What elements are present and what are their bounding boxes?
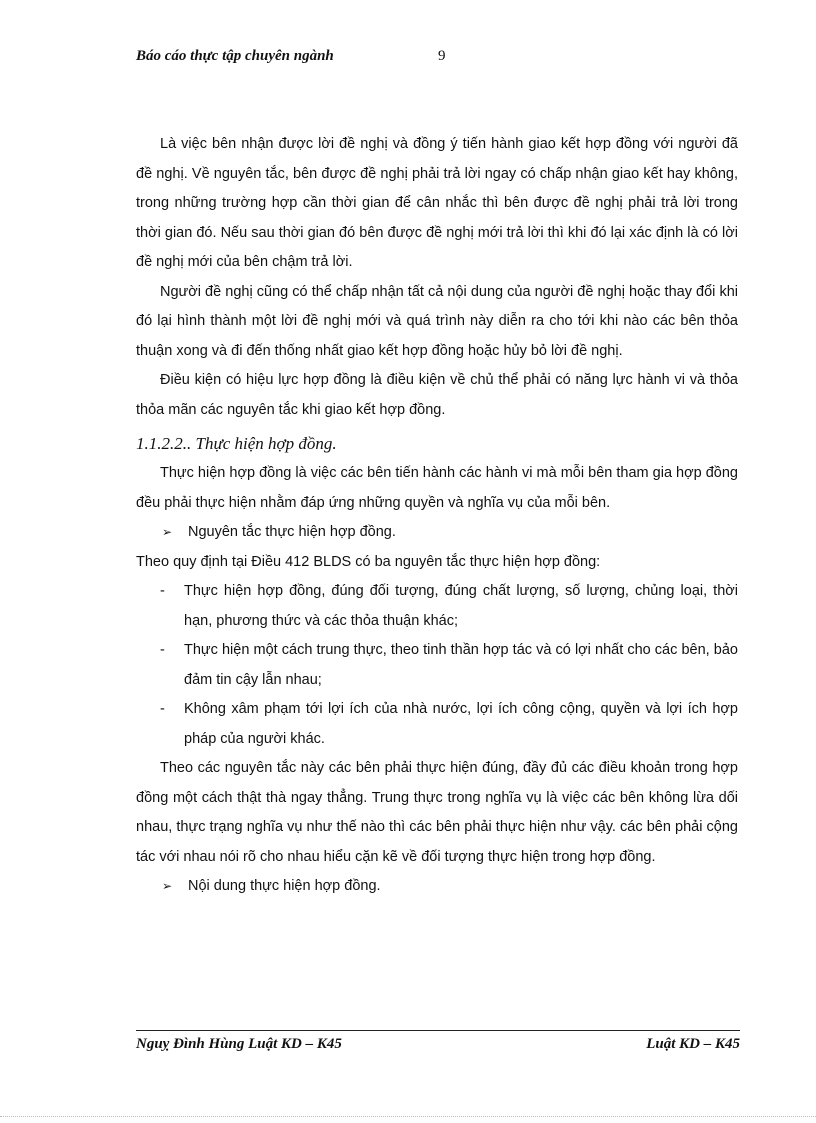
footer-divider (136, 1030, 740, 1031)
footer-author: Nguỵ Đình Hùng Luật KD – K45 (136, 1036, 342, 1052)
paragraph: Thực hiện hợp đồng là việc các bên tiến hành các hành vi mà mỗi bên tham gia hợp đồng đều phải thực hiện nhằm đáp ứng những quyền và nghĩa vụ của mỗi bên. (136, 465, 738, 511)
bullet-text: Nguyên tắc thực hiện hợp đồng. (188, 524, 396, 540)
report-title: Báo cáo thực tập chuyên ngành (136, 48, 334, 64)
page-bottom-border (0, 1116, 816, 1117)
paragraph: Là việc bên nhận được lời đề nghị và đồng ý tiến hành giao kết hợp đồng với người đã đề nghị. Về nguyên tắc, bên được đề nghị phải trả lời ngay có chấp nhận giao kết hay không, trong những trường hợp cần thời gian để cân nhắc thì bên được đề nghị phải trả lời trong thời gian đó. Nếu sau thời gian đó bên được đề nghị mới trả lời thì khi đó lại xác định là có lời đề nghị mới của bên chậm trả lời. (136, 136, 738, 270)
section-heading: 1.1.2.2.. Thực hiện hợp đồng. (136, 434, 337, 453)
dash-list-item (136, 636, 738, 695)
arrow-bullet-item (136, 518, 738, 548)
bullet-text: Nội dung thực hiện hợp đồng. (188, 878, 381, 894)
arrow-bullet-item (136, 872, 738, 902)
list-item-text: Không xâm phạm tới lợi ích của nhà nước, lợi ích công cộng, quyền và lợi ích hợp pháp của người khác. (184, 701, 738, 747)
paragraph: Theo quy định tại Điều 412 BLDS có ba nguyên tắc thực hiện hợp đồng: (136, 553, 601, 570)
footer-class: Luật KD – K45 (646, 1036, 740, 1052)
dash-bullet: - (160, 642, 165, 658)
dash-bullet: - (160, 583, 165, 599)
arrow-bullet-icon: ➢ (162, 525, 173, 539)
dash-list-item (136, 577, 738, 636)
paragraph: Người đề nghị cũng có thể chấp nhận tất cả nội dung của người đề nghị hoặc thay đổi khi đó lại hình thành một lời đề nghị mới và quá trình này diễn ra cho tới khi nào các bên thỏa thuận xong và đi đến thống nhất giao kết hợp đồng hoặc hủy bỏ lời đề nghị. (136, 283, 738, 359)
page-number: 9 (438, 48, 446, 64)
paragraph: Điều kiện có hiệu lực hợp đồng là điều kiện về chủ thể phải có năng lực hành vi và thỏa thỏa mãn các nguyên tắc khi giao kết hợp đồng. (136, 372, 738, 418)
page-header (136, 48, 656, 70)
paragraph: Theo các nguyên tắc này các bên phải thực hiện đúng, đầy đủ các điều khoản trong hợp đồng một cách thật thà ngay thẳng. Trung thực trong nghĩa vụ là việc các bên không lừa dối nhau, thực trạng nghĩa vụ như thế nào thì các bên phải thực hiện như vậy. các bên phải cộng tác với nhau nói rõ cho nhau hiểu cặn kẽ về đối tượng thực hiện trong hợp đồng. (136, 760, 738, 865)
document-body (136, 130, 738, 902)
list-item-text: Thực hiện hợp đồng, đúng đối tượng, đúng chất lượng, số lượng, chủng loại, thời hạn, phương thức và các thỏa thuận khác; (184, 583, 738, 629)
dash-list-item (136, 695, 738, 754)
dash-bullet: - (160, 701, 165, 717)
list-item-text: Thực hiện một cách trung thực, theo tinh thần hợp tác và có lợi nhất cho các bên, bảo đảm tin cậy lẫn nhau; (184, 642, 738, 688)
arrow-bullet-icon: ➢ (162, 879, 173, 893)
